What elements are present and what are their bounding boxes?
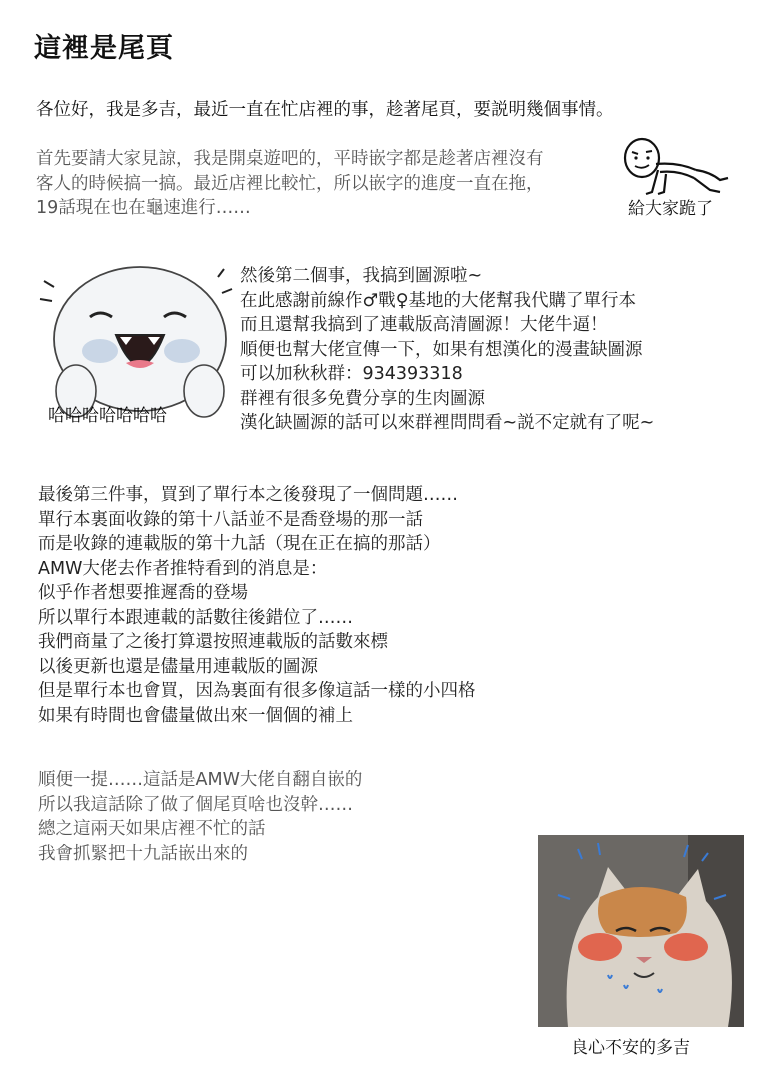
section2-paragraph [240,264,654,436]
section1-line: 19話現在也在龜速進行…… [36,198,251,218]
section4-line: 總之這兩天如果店裡不忙的話 [38,819,266,839]
section3-line: 如果有時間也會儘量做出來一個個的補上 [38,705,353,726]
section2-line: 漢化缺圖源的話可以來群裡問問看~説不定就有了呢~ [240,413,655,433]
section3-paragraph [38,483,476,728]
section4-line: 所以我這話除了做了個尾頁啥也沒幹…… [38,794,353,815]
section3-line: 單行本裏面收錄的第十八話並不是喬登場的那一話 [38,509,423,530]
section1-paragraph [36,147,544,221]
kneeling-figure-icon [620,136,732,202]
section3-line: 似乎作者想要推遲喬的登場 [38,583,248,603]
section1-line: 客人的時候搞一搞。最近店裡比較忙，所以嵌字的進度一直在拖， [36,173,544,194]
worried-cat-photo [538,835,744,1027]
section2-line: 在此感謝前線作♂戰♀基地的大佬幫我代購了單行本 [240,290,637,311]
section2-line: 順便也幫大佬宣傳一下，如果有想漢化的漫畫缺圖源 [240,339,643,360]
kneeling-caption: 給大家跪了 [628,199,713,219]
section4-paragraph [38,768,362,866]
section2-line: 群裡有很多免費分享的生肉圖源 [240,388,485,409]
section2-line: 可以加秋秋群：934393318 [240,364,463,384]
seal-caption: 哈哈哈哈哈哈哈 [48,406,167,426]
page-title: 這裡是尾頁 [34,33,174,64]
section3-line: 最後第三件事，買到了單行本之後發現了一個問題…… [38,485,458,505]
section3-line: 而是收錄的連載版的第十九話（現在正在搞的那話） [38,534,441,554]
section2-line: 然後第二個事，我搞到圖源啦~ [240,266,483,286]
section4-line: 我會抓緊把十九話嵌出來的 [38,843,248,864]
section3-line: 所以單行本跟連載的話數往後錯位了…… [38,607,353,628]
section3-line: 但是單行本也會買，因為裏面有很多像這話一樣的小四格 [38,681,476,701]
section3-line: AMW大佬去作者推特看到的消息是： [38,558,328,579]
section3-line: 我們商量了之後打算還按照連載版的話數來標 [38,632,388,652]
intro-text: 各位好，我是多吉，最近一直在忙店裡的事，趁著尾頁，要説明幾個事情。 [36,100,614,120]
section1-line: 首先要請大家見諒，我是開桌遊吧的，平時嵌字都是趁著店裡沒有 [36,149,544,169]
section4-line: 順便一提……這話是AMW大佬自翻自嵌的 [38,770,363,790]
cat-caption: 良心不安的多吉 [571,1038,690,1058]
section3-line: 以後更新也還是儘量用連載版的圖源 [38,656,318,677]
section2-line: 而且還幫我搞到了連載版高清圖源！大佬牛逼！ [240,315,608,335]
